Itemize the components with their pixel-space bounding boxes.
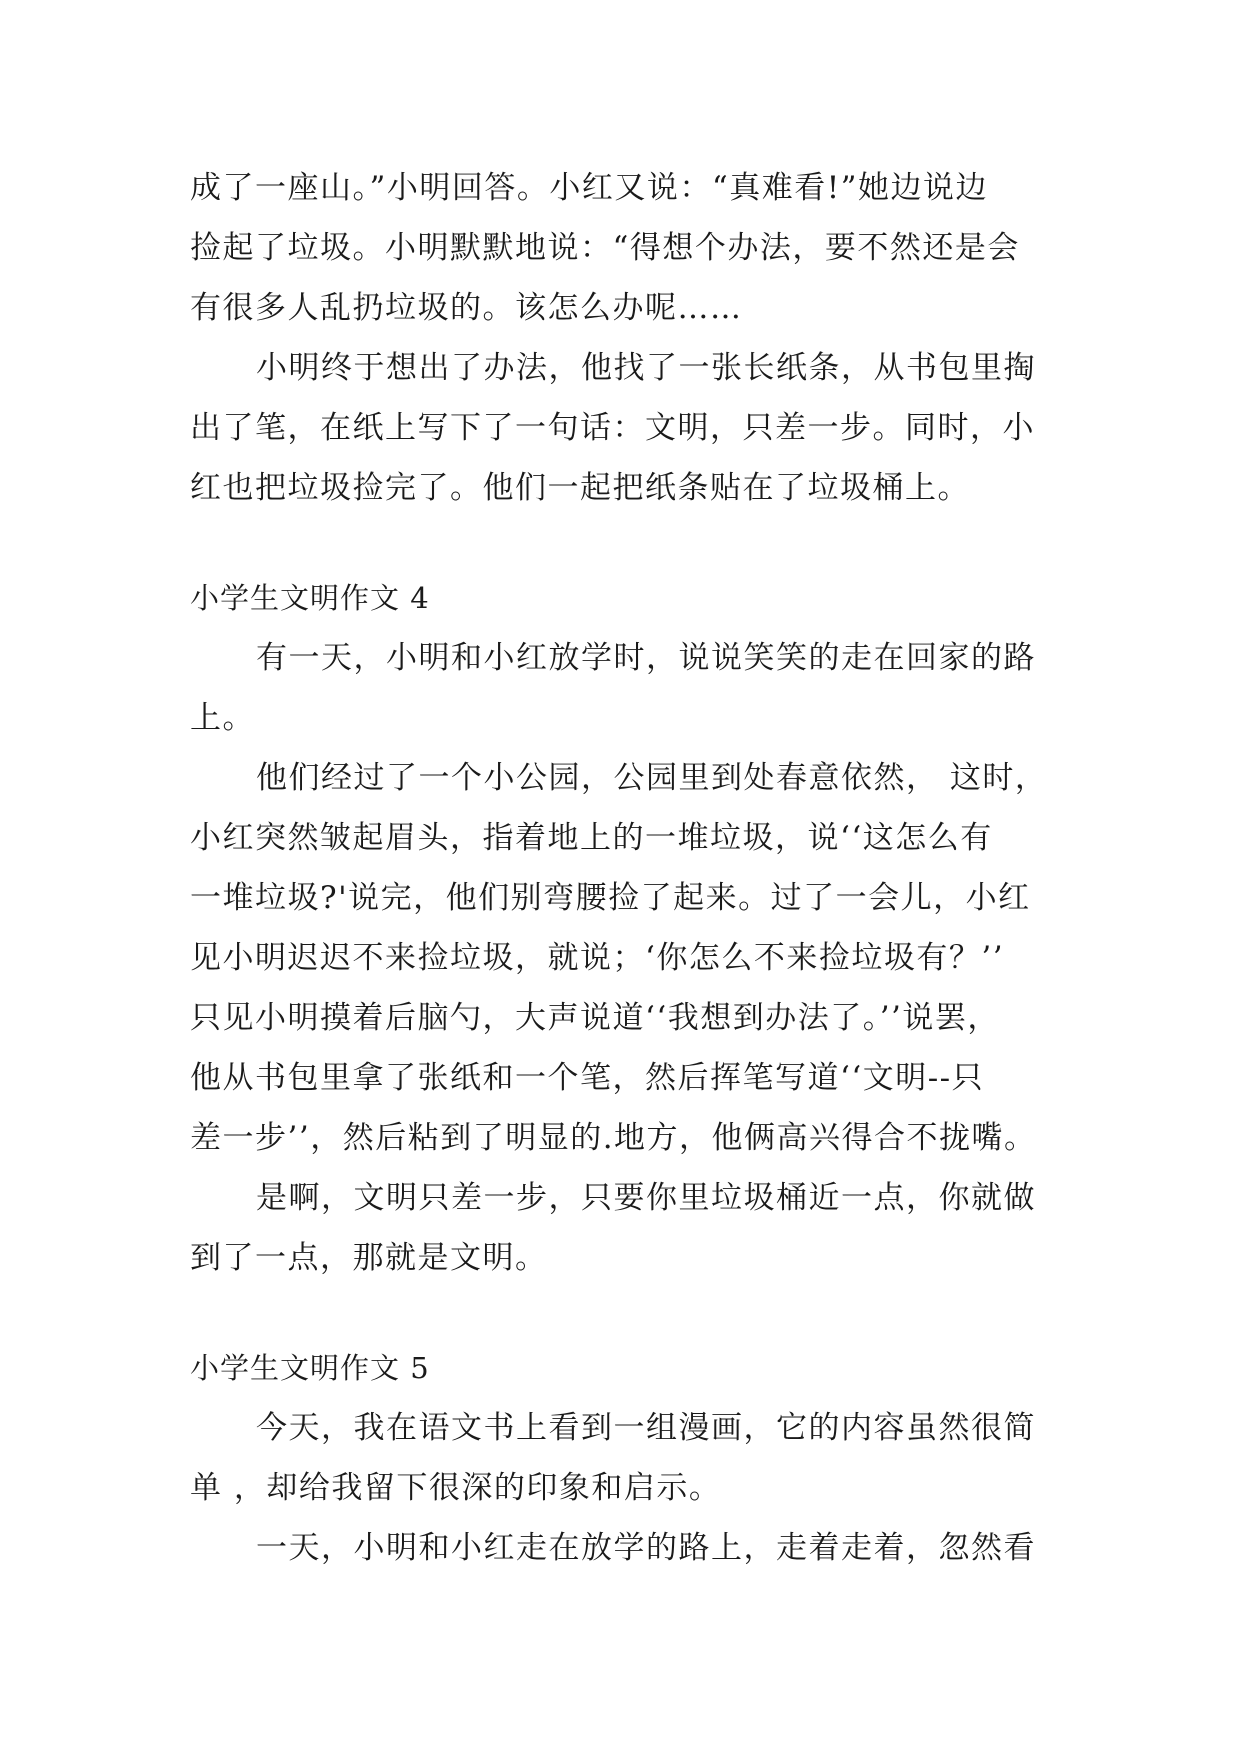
paragraph-line: 他从书包里拿了张纸和一个笔，然后挥笔写道‘‘文明--只 xyxy=(190,1060,985,1096)
paragraph-line: 有一天，小明和小红放学时，说说笑笑的走在回家的路 xyxy=(256,640,1036,676)
paragraph-line: 成了一座山。”小明回答。小红又说：“真难看!”她边说边 xyxy=(190,170,988,206)
section-title: 小学生文明作文 5 xyxy=(190,1351,430,1385)
paragraph-line: 今天，我在语文书上看到一组漫画，它的内容虽然很简 xyxy=(256,1410,1036,1446)
paragraph-line: 上。 xyxy=(190,700,255,736)
paragraph-line: 一天，小明和小红走在放学的路上，走着走着，忽然看 xyxy=(256,1530,1036,1566)
paragraph-line: 小明终于想出了办法，他找了一张长纸条，从书包里掏 xyxy=(256,350,1036,386)
section-title: 小学生文明作文 4 xyxy=(190,581,430,615)
paragraph-line: 是啊，文明只差一步，只要你里垃圾桶近一点，你就做 xyxy=(256,1180,1036,1216)
paragraph-line: 单 ，却给我留下很深的印象和启示。 xyxy=(190,1470,722,1506)
paragraph-line: 只见小明摸着后脑勺，大声说道‘‘我想到办法了。’’说罢， xyxy=(190,1000,1000,1036)
paragraph-line: 红也把垃圾捡完了。他们一起把纸条贴在了垃圾桶上。 xyxy=(190,470,970,506)
paragraph-line: 见小明迟迟不来捡垃圾，就说；‘你怎么不来捡垃圾有？’’ xyxy=(190,940,1005,976)
paragraph-line: 有很多人乱扔垃圾的。该怎么办呢…… xyxy=(190,290,743,326)
paragraph-line: 到了一点，那就是文明。 xyxy=(190,1240,548,1276)
paragraph-line: 小红突然皱起眉头，指着地上的一堆垃圾，说‘‘这怎么有 xyxy=(190,820,993,856)
paragraph-line: 出了笔，在纸上写下了一句话：文明，只差一步。同时，小 xyxy=(190,410,1035,446)
paragraph-line: 一堆垃圾?'说完，他们别弯腰捡了起来。过了一会儿，小红 xyxy=(190,880,1031,916)
paragraph-line: 差一步’’，然后粘到了明显的.地方，他俩高兴得合不拢嘴。 xyxy=(190,1120,1037,1156)
paragraph-line: 他们经过了一个小公园，公园里到处春意依然， 这时， xyxy=(256,760,1048,796)
paragraph-line: 捡起了垃圾。小明默默地说：“得想个办法，要不然还是会 xyxy=(190,230,1020,266)
